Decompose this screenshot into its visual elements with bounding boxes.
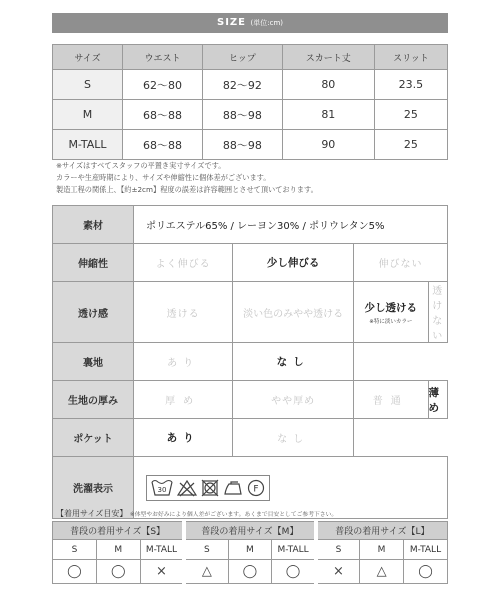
spec-label: 素材 bbox=[53, 206, 134, 244]
thickness-option: 厚め bbox=[134, 381, 233, 419]
waist-cell: 62〜80 bbox=[123, 70, 203, 100]
spec-row-stretch bbox=[53, 244, 448, 282]
spec-label: ポケット bbox=[53, 419, 134, 457]
no-bleach-icon bbox=[177, 479, 197, 497]
size-banner-unit: (単位:cm) bbox=[250, 19, 283, 27]
sheer-option: 透ける bbox=[134, 282, 233, 343]
stretch-option-selected: 少し伸びる bbox=[233, 244, 354, 282]
note-line: ※サイズはすべてスタッフの平置き実寸サイズです。 bbox=[56, 161, 226, 170]
fit-size-label: M bbox=[360, 540, 404, 560]
fit-guide-group-row bbox=[53, 522, 448, 540]
spec-label: 透け感 bbox=[53, 282, 134, 343]
spec-row-material bbox=[53, 206, 448, 244]
waist-cell: 68〜88 bbox=[123, 130, 203, 160]
size-cell: S bbox=[53, 70, 123, 100]
fit-guide-mark-row bbox=[53, 560, 448, 584]
skirt-length-cell: 90 bbox=[282, 130, 374, 160]
slit-cell: 25 bbox=[374, 130, 447, 160]
care-symbols-box bbox=[146, 475, 270, 501]
iron-icon bbox=[223, 479, 243, 497]
slit-cell: 23.5 bbox=[374, 70, 447, 100]
no-tumble-dry-icon bbox=[201, 479, 219, 497]
thickness-option: やや厚め bbox=[233, 381, 354, 419]
stretch-option: よく伸びる bbox=[134, 244, 233, 282]
fit-guide-note: ※体型やお好みにより個人差がございます。あくまで目安としてご参考下さい。 bbox=[129, 512, 338, 518]
sheer-option: 淡い色のみやや透ける bbox=[233, 282, 354, 343]
size-header-cell: ウエスト bbox=[123, 45, 203, 70]
fit-size-label: M-TALL bbox=[404, 540, 448, 560]
fit-mark: ◯ bbox=[53, 560, 97, 584]
sheer-option-selected-label: 少し透ける bbox=[364, 301, 418, 314]
spec-table bbox=[52, 205, 448, 519]
table-row bbox=[53, 70, 448, 100]
size-table-header bbox=[53, 45, 448, 70]
fit-size-label: M-TALL bbox=[140, 540, 184, 560]
fit-guide-heading bbox=[56, 508, 337, 519]
fit-mark: △ bbox=[184, 560, 228, 584]
fit-mark: ◯ bbox=[272, 560, 316, 584]
size-cell: M-TALL bbox=[53, 130, 123, 160]
size-header-cell: ヒップ bbox=[202, 45, 282, 70]
lining-option: あり bbox=[134, 343, 233, 381]
fit-group-l: 普段の着用サイズ【L】 bbox=[316, 522, 448, 540]
stretch-option: 伸びない bbox=[354, 244, 448, 282]
fit-mark: ◯ bbox=[96, 560, 140, 584]
note-line: カラーや生産時期により、サイズや伸縮性に個体差がございます。 bbox=[56, 173, 271, 182]
spec-empty bbox=[354, 343, 448, 381]
fit-mark: ◯ bbox=[228, 560, 272, 584]
pocket-option-selected: あり bbox=[134, 419, 233, 457]
size-cell: M bbox=[53, 100, 123, 130]
fit-guide-size-row bbox=[53, 540, 448, 560]
fit-guide-title: 【着用サイズ目安】 bbox=[56, 509, 128, 518]
slit-cell: 25 bbox=[374, 100, 447, 130]
size-notes bbox=[56, 160, 318, 196]
table-row bbox=[53, 130, 448, 160]
skirt-length-cell: 81 bbox=[282, 100, 374, 130]
spec-empty bbox=[354, 419, 448, 457]
size-table bbox=[52, 44, 448, 160]
fit-size-label: S bbox=[184, 540, 228, 560]
hip-cell: 88〜98 bbox=[202, 100, 282, 130]
wash-30-icon bbox=[151, 479, 173, 497]
material-value: ポリエステル65% / レーヨン30% / ポリウレタン5% bbox=[134, 206, 448, 244]
size-banner bbox=[52, 13, 448, 33]
thickness-option: 普通 bbox=[354, 381, 428, 419]
sheer-option: 透けない bbox=[428, 282, 448, 343]
spec-label: 生地の厚み bbox=[53, 381, 134, 419]
fit-size-label: M bbox=[96, 540, 140, 560]
sheer-option-selected bbox=[354, 282, 428, 343]
hip-cell: 82〜92 bbox=[202, 70, 282, 100]
spec-row-pocket bbox=[53, 419, 448, 457]
size-banner-title: SIZE bbox=[217, 17, 247, 28]
lining-option-selected: なし bbox=[233, 343, 354, 381]
note-line: 製造工程の関係上、【約±2cm】程度の誤差は許容範囲とさせて頂いております。 bbox=[56, 185, 318, 194]
spec-row-lining bbox=[53, 343, 448, 381]
size-header-cell: サイズ bbox=[53, 45, 123, 70]
spec-label: 洗濯表示 bbox=[53, 457, 134, 519]
size-header-cell: スカート丈 bbox=[282, 45, 374, 70]
spec-label: 裏地 bbox=[53, 343, 134, 381]
thickness-option-selected: 薄め bbox=[428, 381, 448, 419]
spec-label: 伸縮性 bbox=[53, 244, 134, 282]
fit-size-label: S bbox=[53, 540, 97, 560]
fit-guide-table bbox=[52, 521, 448, 584]
wash-temp-text: 30 bbox=[157, 485, 167, 494]
size-header-cell: スリット bbox=[374, 45, 447, 70]
fit-group-s: 普段の着用サイズ【S】 bbox=[53, 522, 185, 540]
hip-cell: 88〜98 bbox=[202, 130, 282, 160]
spec-row-sheer bbox=[53, 282, 448, 343]
sheer-note: ※特に淡いカラー bbox=[369, 318, 413, 325]
spec-row-thickness bbox=[53, 381, 448, 419]
table-row bbox=[53, 100, 448, 130]
fit-mark: × bbox=[140, 560, 184, 584]
dry-clean-f-icon bbox=[247, 479, 265, 497]
fit-group-m: 普段の着用サイズ【M】 bbox=[184, 522, 316, 540]
fit-mark: △ bbox=[360, 560, 404, 584]
fit-size-label: M bbox=[228, 540, 272, 560]
fit-size-label: M-TALL bbox=[272, 540, 316, 560]
fit-size-label: S bbox=[316, 540, 360, 560]
fit-mark: × bbox=[316, 560, 360, 584]
dry-clean-text: F bbox=[253, 484, 259, 494]
skirt-length-cell: 80 bbox=[282, 70, 374, 100]
waist-cell: 68〜88 bbox=[123, 100, 203, 130]
fit-mark: ◯ bbox=[404, 560, 448, 584]
pocket-option: なし bbox=[233, 419, 354, 457]
